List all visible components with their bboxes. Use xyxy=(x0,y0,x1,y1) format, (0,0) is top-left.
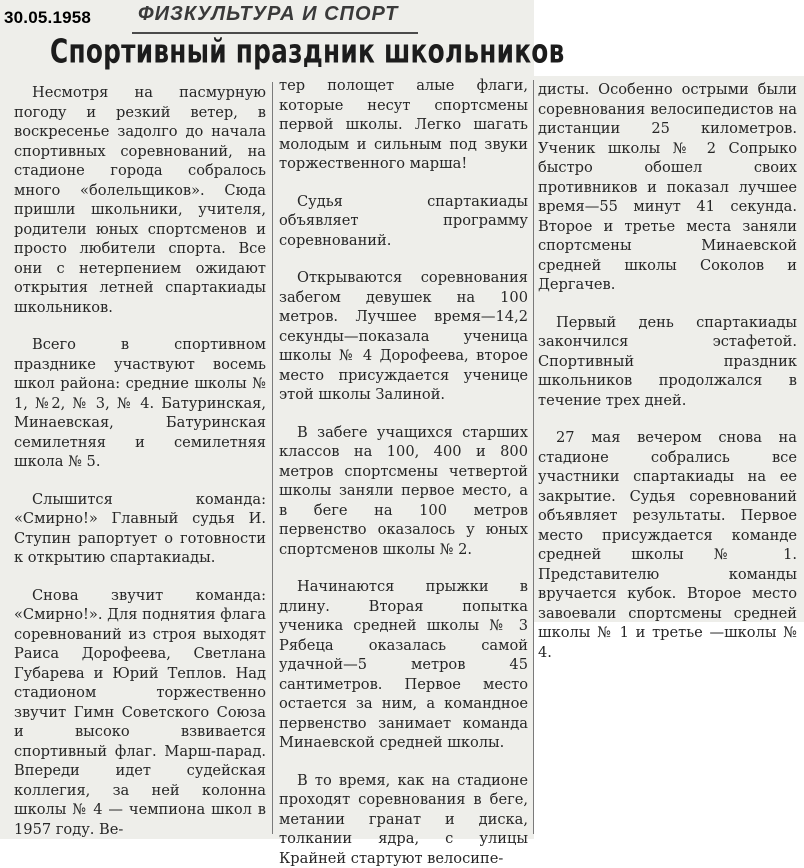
paragraph: Всего в спортивном празднике участвуют восемь школ района: средние школы № 1, №2, № 3, № 4. Батуринская, Минаевская, Батуринская семилетняя и семилетняя школа № 5. xyxy=(14,335,266,472)
paragraph: Судья спартакиады объявляет программу соревнований. xyxy=(279,192,528,251)
paragraph: 27 мая вечером снова на стадионе собрались все участники спартакиады на ее закрытие. Судья соревнований объявляет результаты. Первое место присуждается команде средней школы № 1. Представителю команды вручается кубок. Второе место завоевали спортсмены средней школы № 1 и третье —школы № 4. xyxy=(538,428,797,662)
article-column-3 xyxy=(538,80,797,662)
paragraph-continued: дисты. Особенно острыми были соревнования велосипедистов на дистанции 25 километров. Ученик школы № 2 Сопрыко быстро обошел своих противников и показал лучшее время—55 минут 41 секунда. Второе и третье места заняли спортсмены Минаевской средней школы Соколов и Дергачев. xyxy=(538,80,797,295)
paragraph: В то время, как на стадионе проходят соревнования в беге, метании гранат и диска, толкании ядра, с улицы Крайней стартуют велосипе- xyxy=(279,771,528,868)
article-headline: Спортивный праздник школьников xyxy=(50,33,565,71)
paragraph: В забеге учащихся старших классов на 100, 400 и 800 метров спортсмены четвертой школы заняли первое место, а в беге на 100 метров первенство оказалось у юных спортсменов школы № 2. xyxy=(279,423,528,560)
paragraph: Начинаются прыжки в длину. Вторая попытка ученика средней школы № 3 Рябеца оказалась самой удачной—5 метров 45 сантиметров. Первое место остается за ним, а командное первенство занимает команда Минаевской средней школы. xyxy=(279,577,528,753)
section-rubric: ФИЗКУЛЬТУРА И СПОРТ xyxy=(138,3,398,26)
paragraph: Снова звучит команда: «Смирно!». Для поднятия флага соревнований из строя выходят Раиса Дорофеева, Светлана Губарева и Юрий Теплов. Над стадионом торжественно звучит Гимн Советского Союза и высоко взвивается спортивный флаг. Марш-парад. Впереди идет судейская коллегия, за ней колонна школы № 4 — чемпиона школ в 1957 году. Ве- xyxy=(14,586,266,840)
article-column-1 xyxy=(14,83,266,839)
paragraph: Несмотря на пасмурную погоду и резкий ветер, в воскресенье задолго до начала спортивных соревнований, на стадионе города собралось много «болельщиков». Сюда пришли школьники, учителя, родители юных спортсменов и просто любители спорта. Все они с нетерпением ожидают открытия летней спартакиады школьников. xyxy=(14,83,266,317)
paragraph-continued: тер полощет алые флаги, которые несут спортсмены первой школы. Легко шагать молодым и сильным под звуки торжественного марша! xyxy=(279,76,528,174)
clipping-date: 30.05.1958 xyxy=(4,8,91,28)
column-divider xyxy=(272,82,273,834)
paragraph: Первый день спартакиады закончился эстафетой. Спортивный праздник школьников продолжался в течение трех дней. xyxy=(538,313,797,411)
article-column-2 xyxy=(279,76,528,868)
paragraph: Открываются соревнования забегом девушек на 100 метров. Лучшее время—14,2 секунды—показала ученица школы № 4 Дорофеева, второе место присуждается ученице этой школы Залиной. xyxy=(279,268,528,405)
paragraph: Слышится команда: «Смирно!» Главный судья И. Ступин рапортует о готовности к открытию спартакиады. xyxy=(14,490,266,568)
column-divider xyxy=(533,80,534,834)
